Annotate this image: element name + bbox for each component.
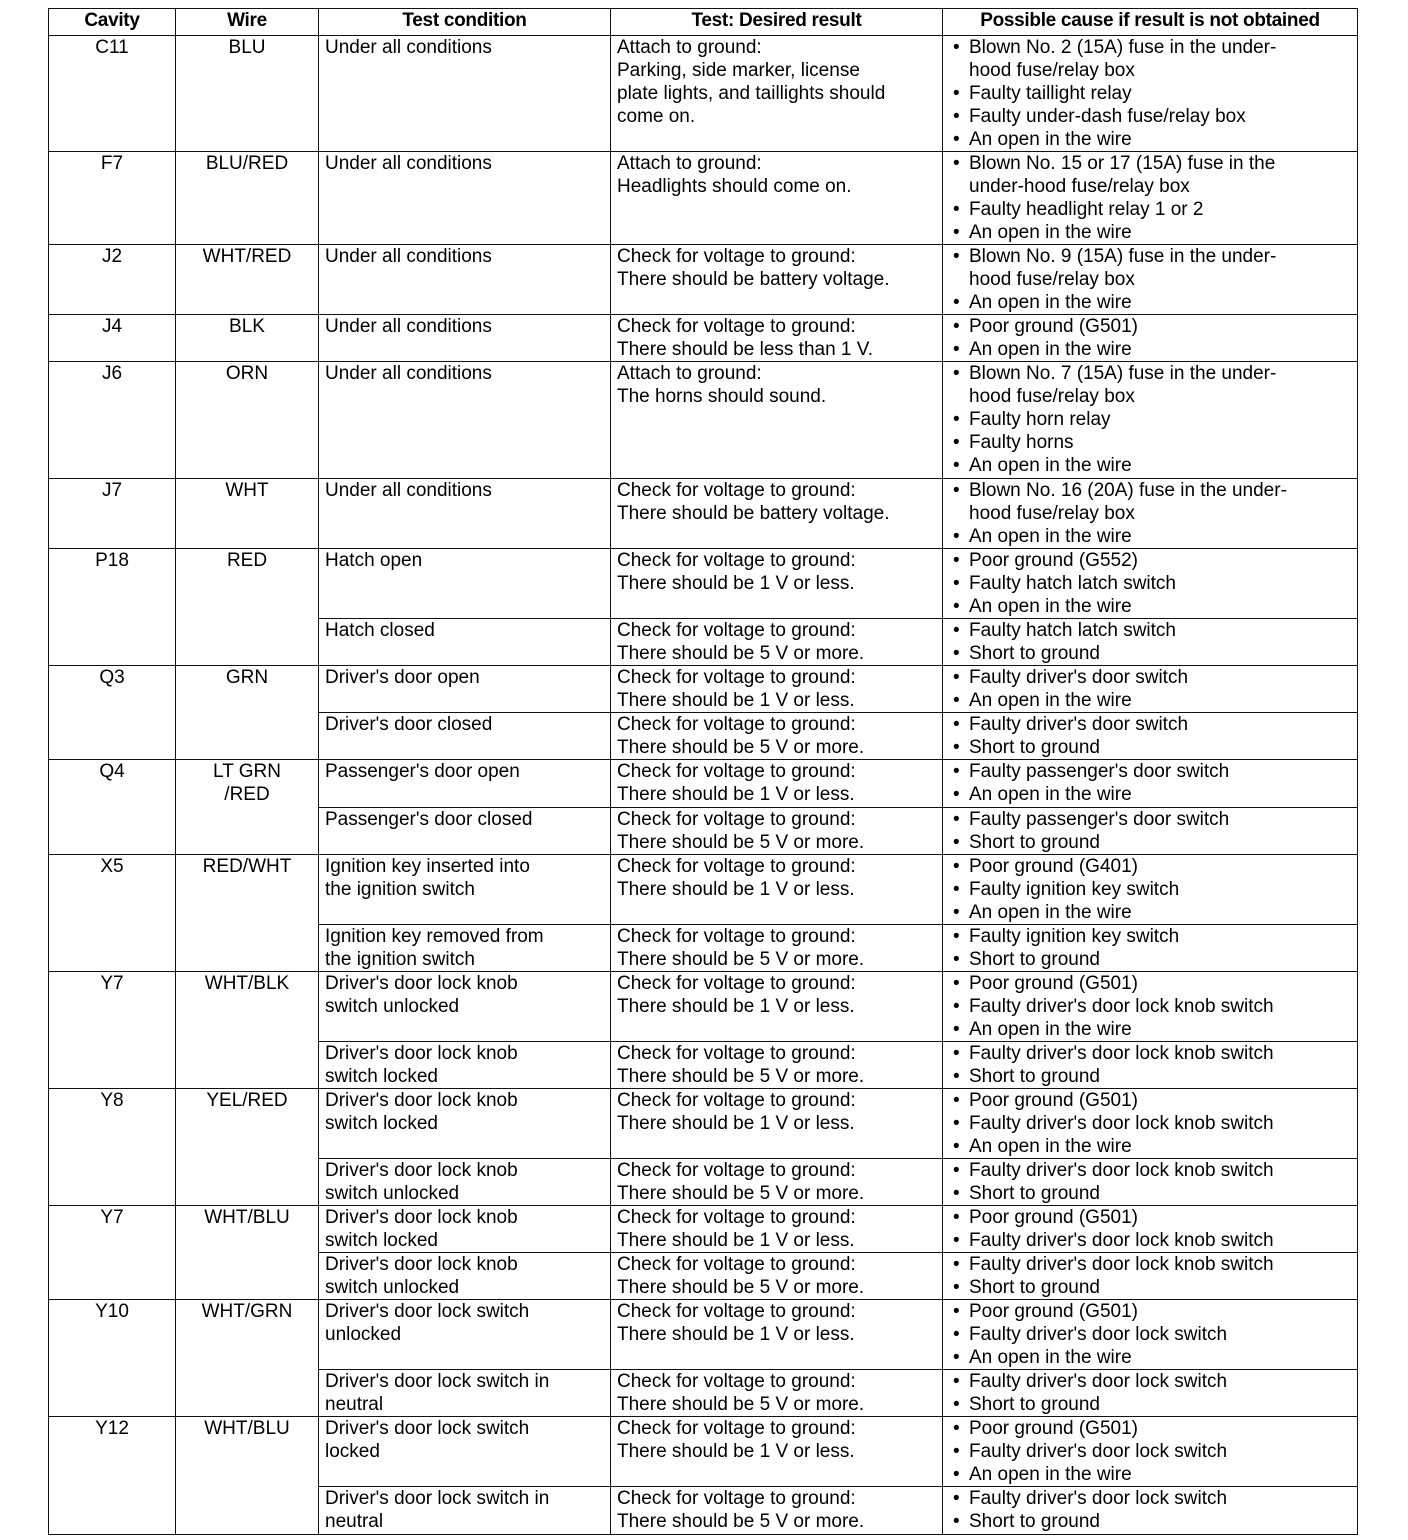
cavity-cell: Y8	[49, 1089, 176, 1206]
possible-cause-cell	[943, 362, 1358, 479]
cause-item: • Faulty taillight relay	[947, 82, 1351, 105]
table-row	[49, 760, 1358, 808]
cause-item: • Faulty hatch latch switch	[947, 572, 1351, 595]
desired-result-cell: Check for voltage to ground: There should be 5 V or more.	[611, 925, 943, 972]
cause-item: • An open in the wire	[947, 291, 1351, 314]
cause-list	[947, 36, 1351, 151]
cause-item: • Short to ground	[947, 948, 1351, 971]
desired-result-cell: Check for voltage to ground: There should be 5 V or more.	[611, 713, 943, 760]
test-condition-cell: Hatch open	[319, 549, 611, 619]
cause-item: • An open in the wire	[947, 1135, 1351, 1158]
wire-cell: WHT/BLU	[176, 1206, 319, 1300]
table-row	[49, 1206, 1358, 1253]
possible-cause-cell	[943, 760, 1358, 808]
desired-result-cell: Check for voltage to ground: There should be battery voltage.	[611, 245, 943, 315]
cause-item: • Faulty driver's door switch	[947, 666, 1351, 689]
test-condition-cell: Passenger's door closed	[319, 808, 611, 855]
cause-list	[947, 152, 1351, 244]
table-row	[49, 479, 1358, 549]
wire-cell: WHT	[176, 479, 319, 549]
cause-item: • Faulty driver's door lock switch	[947, 1323, 1351, 1346]
table-body	[49, 36, 1358, 1535]
test-condition-cell: Hatch closed	[319, 619, 611, 666]
cause-item: • Faulty driver's door lock switch	[947, 1370, 1351, 1393]
cause-item: • Faulty ignition key switch	[947, 878, 1351, 901]
test-condition-cell: Driver's door lock knob switch unlocked	[319, 972, 611, 1042]
desired-result-cell: Check for voltage to ground: There should be 5 V or more.	[611, 1253, 943, 1300]
cause-item: • Faulty horn relay	[947, 408, 1351, 431]
test-condition-cell: Driver's door open	[319, 666, 611, 713]
desired-result-cell: Check for voltage to ground: There should be 5 V or more.	[611, 1042, 943, 1089]
cause-item: • Faulty headlight relay 1 or 2	[947, 198, 1351, 221]
cause-item: • Faulty passenger's door switch	[947, 808, 1351, 831]
cause-item: • Short to ground	[947, 831, 1351, 854]
table-row	[49, 1417, 1358, 1487]
possible-cause-cell	[943, 972, 1358, 1042]
cause-list	[947, 1253, 1351, 1299]
cause-item: • An open in the wire	[947, 128, 1351, 151]
desired-result-cell: Check for voltage to ground: There should be 5 V or more.	[611, 808, 943, 855]
wire-cell: BLU/RED	[176, 152, 319, 245]
cause-item: • An open in the wire	[947, 595, 1351, 618]
wire-cell: WHT/BLK	[176, 972, 319, 1089]
cause-item: • Faulty driver's door lock switch	[947, 1487, 1351, 1510]
desired-result-cell: Check for voltage to ground: There should be less than 1 V.	[611, 315, 943, 362]
test-condition-cell: Driver's door lock knob switch unlocked	[319, 1253, 611, 1300]
cause-item: • Poor ground (G552)	[947, 549, 1351, 572]
table-row	[49, 549, 1358, 619]
table-row	[49, 152, 1358, 245]
header-row	[49, 9, 1358, 36]
desired-result-cell: Attach to ground: Parking, side marker, license plate lights, and taillights should come on.	[611, 36, 943, 152]
cause-item: • Faulty driver's door lock knob switch	[947, 1042, 1351, 1065]
cause-item: • An open in the wire	[947, 1346, 1351, 1369]
cause-item: • Faulty driver's door lock switch	[947, 1440, 1351, 1463]
desired-result-cell: Check for voltage to ground: There should be 1 V or less.	[611, 1089, 943, 1159]
table-row	[49, 245, 1358, 315]
wire-cell: WHT/BLU	[176, 1417, 319, 1535]
cause-item: • Faulty driver's door switch	[947, 713, 1351, 736]
possible-cause-cell	[943, 808, 1358, 855]
desired-result-cell: Check for voltage to ground: There should be 1 V or less.	[611, 760, 943, 808]
cavity-cell: Y12	[49, 1417, 176, 1535]
wire-cell: LT GRN /RED	[176, 760, 319, 855]
possible-cause-cell	[943, 1487, 1358, 1535]
table-row	[49, 36, 1358, 152]
test-condition-cell: Driver's door lock switch in neutral	[319, 1487, 611, 1535]
cause-item: • Faulty driver's door lock knob switch	[947, 1112, 1351, 1135]
cause-list	[947, 666, 1351, 712]
cause-list	[947, 362, 1351, 477]
cause-item: • Short to ground	[947, 1393, 1351, 1416]
cause-item: • Short to ground	[947, 642, 1351, 665]
test-condition-cell: Ignition key removed from the ignition switch	[319, 925, 611, 972]
cause-item: • Blown No. 9 (15A) fuse in the under- hood fuse/relay box	[947, 245, 1351, 291]
cause-item: • An open in the wire	[947, 454, 1351, 477]
cause-item: • Short to ground	[947, 1065, 1351, 1088]
desired-result-cell: Check for voltage to ground: There should be 1 V or less.	[611, 666, 943, 713]
possible-cause-cell	[943, 36, 1358, 152]
cause-item: • Faulty driver's door lock knob switch	[947, 1253, 1351, 1276]
test-condition-cell: Driver's door lock switch locked	[319, 1417, 611, 1487]
wire-cell: ORN	[176, 362, 319, 479]
desired-result-cell: Check for voltage to ground: There should be 1 V or less.	[611, 549, 943, 619]
cause-list	[947, 808, 1351, 854]
wire-cell: BLU	[176, 36, 319, 152]
desired-result-cell: Check for voltage to ground: There should be 5 V or more.	[611, 1159, 943, 1206]
test-condition-cell: Passenger's door open	[319, 760, 611, 808]
desired-result-cell: Check for voltage to ground: There should be 1 V or less.	[611, 1300, 943, 1370]
table-row	[49, 1089, 1358, 1159]
wire-cell: BLK	[176, 315, 319, 362]
test-condition-cell: Under all conditions	[319, 245, 611, 315]
header-wire: Wire	[176, 9, 319, 36]
desired-result-cell: Attach to ground: Headlights should come on.	[611, 152, 943, 245]
desired-result-cell: Check for voltage to ground: There should be 5 V or more.	[611, 1487, 943, 1535]
possible-cause-cell	[943, 925, 1358, 972]
cavity-cell: Q3	[49, 666, 176, 760]
cause-item: • Poor ground (G501)	[947, 1300, 1351, 1323]
desired-result-cell: Check for voltage to ground: There should be battery voltage.	[611, 479, 943, 549]
test-condition-cell: Under all conditions	[319, 315, 611, 362]
cause-item: • Short to ground	[947, 1182, 1351, 1205]
cavity-cell: C11	[49, 36, 176, 152]
possible-cause-cell	[943, 1300, 1358, 1370]
desired-result-cell: Check for voltage to ground: There should be 1 V or less.	[611, 1206, 943, 1253]
cause-list	[947, 1042, 1351, 1088]
cause-list	[947, 479, 1351, 548]
cavity-cell: J6	[49, 362, 176, 479]
possible-cause-cell	[943, 619, 1358, 666]
cause-item: • An open in the wire	[947, 689, 1351, 712]
possible-cause-cell	[943, 1159, 1358, 1206]
cause-item: • Poor ground (G501)	[947, 1089, 1351, 1112]
test-condition-cell: Under all conditions	[319, 152, 611, 245]
cause-item: • Poor ground (G501)	[947, 972, 1351, 995]
cause-list	[947, 315, 1351, 361]
cavity-cell: Q4	[49, 760, 176, 855]
cause-item: • Poor ground (G501)	[947, 1417, 1351, 1440]
desired-result-cell: Check for voltage to ground: There should be 1 V or less.	[611, 972, 943, 1042]
test-condition-cell: Driver's door lock knob switch locked	[319, 1089, 611, 1159]
cause-item: • An open in the wire	[947, 525, 1351, 548]
cause-list	[947, 972, 1351, 1041]
desired-result-cell: Check for voltage to ground: There should be 5 V or more.	[611, 1370, 943, 1417]
possible-cause-cell	[943, 245, 1358, 315]
cavity-cell: P18	[49, 549, 176, 666]
test-condition-cell: Ignition key inserted into the ignition switch	[319, 855, 611, 925]
cause-list	[947, 760, 1351, 806]
cavity-cell: Y7	[49, 972, 176, 1089]
cause-item: • Faulty driver's door lock knob switch	[947, 1159, 1351, 1182]
cause-list	[947, 245, 1351, 314]
cause-list	[947, 619, 1351, 665]
possible-cause-cell	[943, 1253, 1358, 1300]
cause-item: • Faulty ignition key switch	[947, 925, 1351, 948]
desired-result-cell: Check for voltage to ground: There should be 5 V or more.	[611, 619, 943, 666]
wire-cell: RED	[176, 549, 319, 666]
test-condition-cell: Driver's door lock knob switch unlocked	[319, 1159, 611, 1206]
possible-cause-cell	[943, 713, 1358, 760]
header-test-condition: Test condition	[319, 9, 611, 36]
cavity-cell: J4	[49, 315, 176, 362]
cause-list	[947, 1159, 1351, 1205]
cavity-cell: Y10	[49, 1300, 176, 1417]
wire-cell: RED/WHT	[176, 855, 319, 972]
cause-item: • Faulty horns	[947, 431, 1351, 454]
cause-item: • Faulty passenger's door switch	[947, 760, 1351, 783]
cause-list	[947, 549, 1351, 618]
cause-item: • An open in the wire	[947, 221, 1351, 244]
possible-cause-cell	[943, 1370, 1358, 1417]
cause-item: • Poor ground (G501)	[947, 1206, 1351, 1229]
test-condition-cell: Under all conditions	[319, 36, 611, 152]
wire-cell: YEL/RED	[176, 1089, 319, 1206]
connector-test-table	[48, 8, 1358, 1535]
possible-cause-cell	[943, 315, 1358, 362]
cause-item: • An open in the wire	[947, 338, 1351, 361]
possible-cause-cell	[943, 1206, 1358, 1253]
test-condition-cell: Driver's door lock switch unlocked	[319, 1300, 611, 1370]
possible-cause-cell	[943, 666, 1358, 713]
test-condition-cell: Driver's door lock switch in neutral	[319, 1370, 611, 1417]
cause-list	[947, 1206, 1351, 1252]
cause-list	[947, 1417, 1351, 1486]
cause-list	[947, 1487, 1351, 1533]
cause-item: • Short to ground	[947, 1510, 1351, 1533]
cause-item: • Short to ground	[947, 736, 1351, 759]
table-row	[49, 972, 1358, 1042]
cause-item: • Poor ground (G501)	[947, 315, 1351, 338]
wire-cell: GRN	[176, 666, 319, 760]
test-condition-cell: Under all conditions	[319, 479, 611, 549]
cause-list	[947, 1370, 1351, 1416]
cause-list	[947, 925, 1351, 971]
header-desired-result: Test: Desired result	[611, 9, 943, 36]
wire-cell: WHT/RED	[176, 245, 319, 315]
possible-cause-cell	[943, 549, 1358, 619]
cause-list	[947, 1300, 1351, 1369]
test-condition-cell: Driver's door lock knob switch locked	[319, 1042, 611, 1089]
cause-item: • Faulty hatch latch switch	[947, 619, 1351, 642]
table-row	[49, 666, 1358, 713]
test-condition-cell: Driver's door lock knob switch locked	[319, 1206, 611, 1253]
table-row	[49, 855, 1358, 925]
cause-item: • Blown No. 16 (20A) fuse in the under- hood fuse/relay box	[947, 479, 1351, 525]
cause-item: • An open in the wire	[947, 783, 1351, 806]
cause-item: • An open in the wire	[947, 1463, 1351, 1486]
cause-item: • Faulty driver's door lock knob switch	[947, 1229, 1351, 1252]
cause-item: • Faulty driver's door lock knob switch	[947, 995, 1351, 1018]
cause-item: • Faulty under-dash fuse/relay box	[947, 105, 1351, 128]
desired-result-cell: Check for voltage to ground: There should be 1 V or less.	[611, 1417, 943, 1487]
table-row	[49, 362, 1358, 479]
cause-item: • Short to ground	[947, 1276, 1351, 1299]
test-condition-cell: Driver's door closed	[319, 713, 611, 760]
cause-item: • An open in the wire	[947, 901, 1351, 924]
table-row	[49, 315, 1358, 362]
cause-item: • Blown No. 7 (15A) fuse in the under- hood fuse/relay box	[947, 362, 1351, 408]
wire-cell: WHT/GRN	[176, 1300, 319, 1417]
cause-item: • Blown No. 2 (15A) fuse in the under- hood fuse/relay box	[947, 36, 1351, 82]
cause-list	[947, 713, 1351, 759]
possible-cause-cell	[943, 152, 1358, 245]
test-condition-cell: Under all conditions	[319, 362, 611, 479]
cavity-cell: X5	[49, 855, 176, 972]
cavity-cell: J7	[49, 479, 176, 549]
possible-cause-cell	[943, 1089, 1358, 1159]
cavity-cell: J2	[49, 245, 176, 315]
possible-cause-cell	[943, 1417, 1358, 1487]
desired-result-cell: Attach to ground: The horns should sound.	[611, 362, 943, 479]
cause-item: • Poor ground (G401)	[947, 855, 1351, 878]
cavity-cell: Y7	[49, 1206, 176, 1300]
possible-cause-cell	[943, 855, 1358, 925]
possible-cause-cell	[943, 479, 1358, 549]
header-possible-cause: Possible cause if result is not obtained	[943, 9, 1358, 36]
cause-item: • An open in the wire	[947, 1018, 1351, 1041]
cause-list	[947, 1089, 1351, 1158]
header-cavity: Cavity	[49, 9, 176, 36]
possible-cause-cell	[943, 1042, 1358, 1089]
cause-list	[947, 855, 1351, 924]
desired-result-cell: Check for voltage to ground: There should be 1 V or less.	[611, 855, 943, 925]
cause-item: • Blown No. 15 or 17 (15A) fuse in the under-hood fuse/relay box	[947, 152, 1351, 198]
table-row	[49, 1300, 1358, 1370]
cavity-cell: F7	[49, 152, 176, 245]
